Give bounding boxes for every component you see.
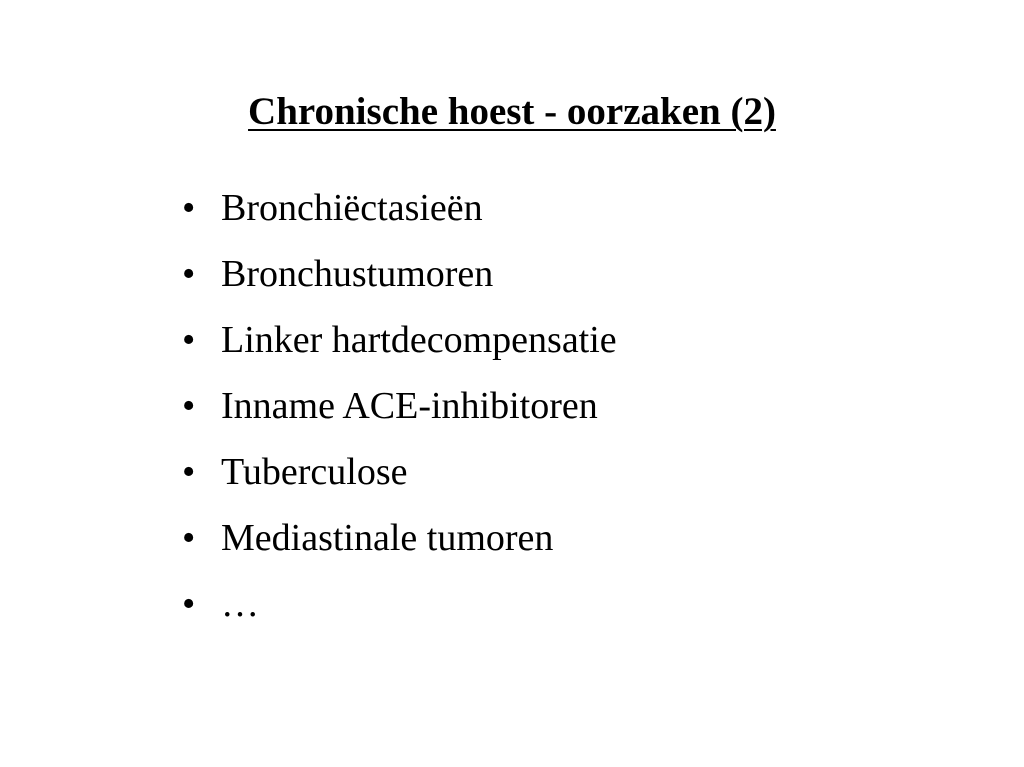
bullet-icon: • <box>182 187 196 229</box>
bullet-icon: • <box>182 451 196 493</box>
list-item-text: Bronchustumoren <box>221 253 494 295</box>
list-item-text: … <box>221 583 259 625</box>
list-item-text: Inname ACE-inhibitoren <box>221 385 598 427</box>
slide-title <box>0 86 1024 138</box>
slide-title-text: Chronische hoest - oorzaken (2) <box>248 90 776 133</box>
list-item-text: Bronchiëctasieën <box>221 187 483 229</box>
bullet-icon: • <box>182 517 196 559</box>
bullet-icon: • <box>182 319 196 361</box>
bullet-icon: • <box>182 253 196 295</box>
list-item-text: Mediastinale tumoren <box>221 517 554 559</box>
list-item-text: Tuberculose <box>221 451 408 493</box>
list-item-text: Linker hartdecompensatie <box>221 319 617 361</box>
bullet-icon: • <box>182 385 196 427</box>
bullet-icon: • <box>182 583 196 625</box>
